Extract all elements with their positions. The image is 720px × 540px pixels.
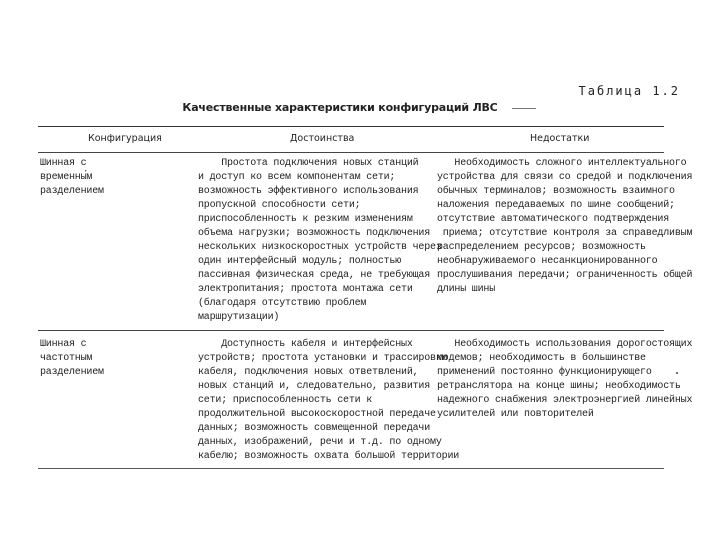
table-top-rule <box>38 126 664 127</box>
row2-configuration: Шинная с частотным разделением <box>40 339 104 378</box>
row2-advantages: Доступность кабеля и интерфейсных устройств; простота установки и трассировки кабеля, подключения новых ответвлений, новых станций и, следовательно, развития сети; приспособленность сети к продолжительной высокоскоростной передаче данных; возможность совмещенной передачи данных, изображений, речи и т.д. по одному кабелю; возможность охвата большой территории <box>198 339 460 462</box>
row-divider <box>38 330 664 331</box>
caption-underline-mark <box>512 108 536 109</box>
header-disadvantages: Недостатки <box>530 133 590 144</box>
header-rule <box>38 152 664 153</box>
header-advantages: Достоинства <box>290 133 355 144</box>
table-caption: Качественные характеристики конфигураций ЛВС <box>182 101 498 114</box>
row1-advantages: Простота подключения новых станций и доступ ко всем компонентам сети; возможность эффективного использования пропускной способности сети; приспособленность к резким изменениям объема нагрузки; возможность подключения нескольких низкоскоростных устройств через один интерфейсный модуль; полностью пассивная физическая среда, не требующая электропитания; простота монтажа сети (благодаря отсутствию проблем маршрутизации) <box>198 158 442 323</box>
table-bottom-rule <box>38 468 664 469</box>
table-number: Таблица 1.2 <box>578 84 680 98</box>
row1-disadvantages: Необходимость сложного интеллектуального устройства для связи со средой и подключения обычных терминалов; возможность взаимного наложения передаваемых по шине сообщений; отсутствие автоматического подтверждения приема; отсутствие контроля за справедливым распределением ресурсов; возможность необнаруживаемого несанкционированного прослушивания передачи; ограниченность общей длины шины <box>437 158 693 295</box>
row2-disadvantages: Необходимость использования дорогостоящих модемов; необходимость в большинстве применений постоянно функционирующего ретранслятора на конце шины; необходимость надежного снабжения электроэнергией линейных усилителей или повторителей <box>437 339 693 420</box>
header-configuration: Конфигурация <box>88 133 162 144</box>
scan-speck <box>676 372 678 374</box>
row1-configuration: Шинная с временны́м разделением <box>40 158 104 197</box>
